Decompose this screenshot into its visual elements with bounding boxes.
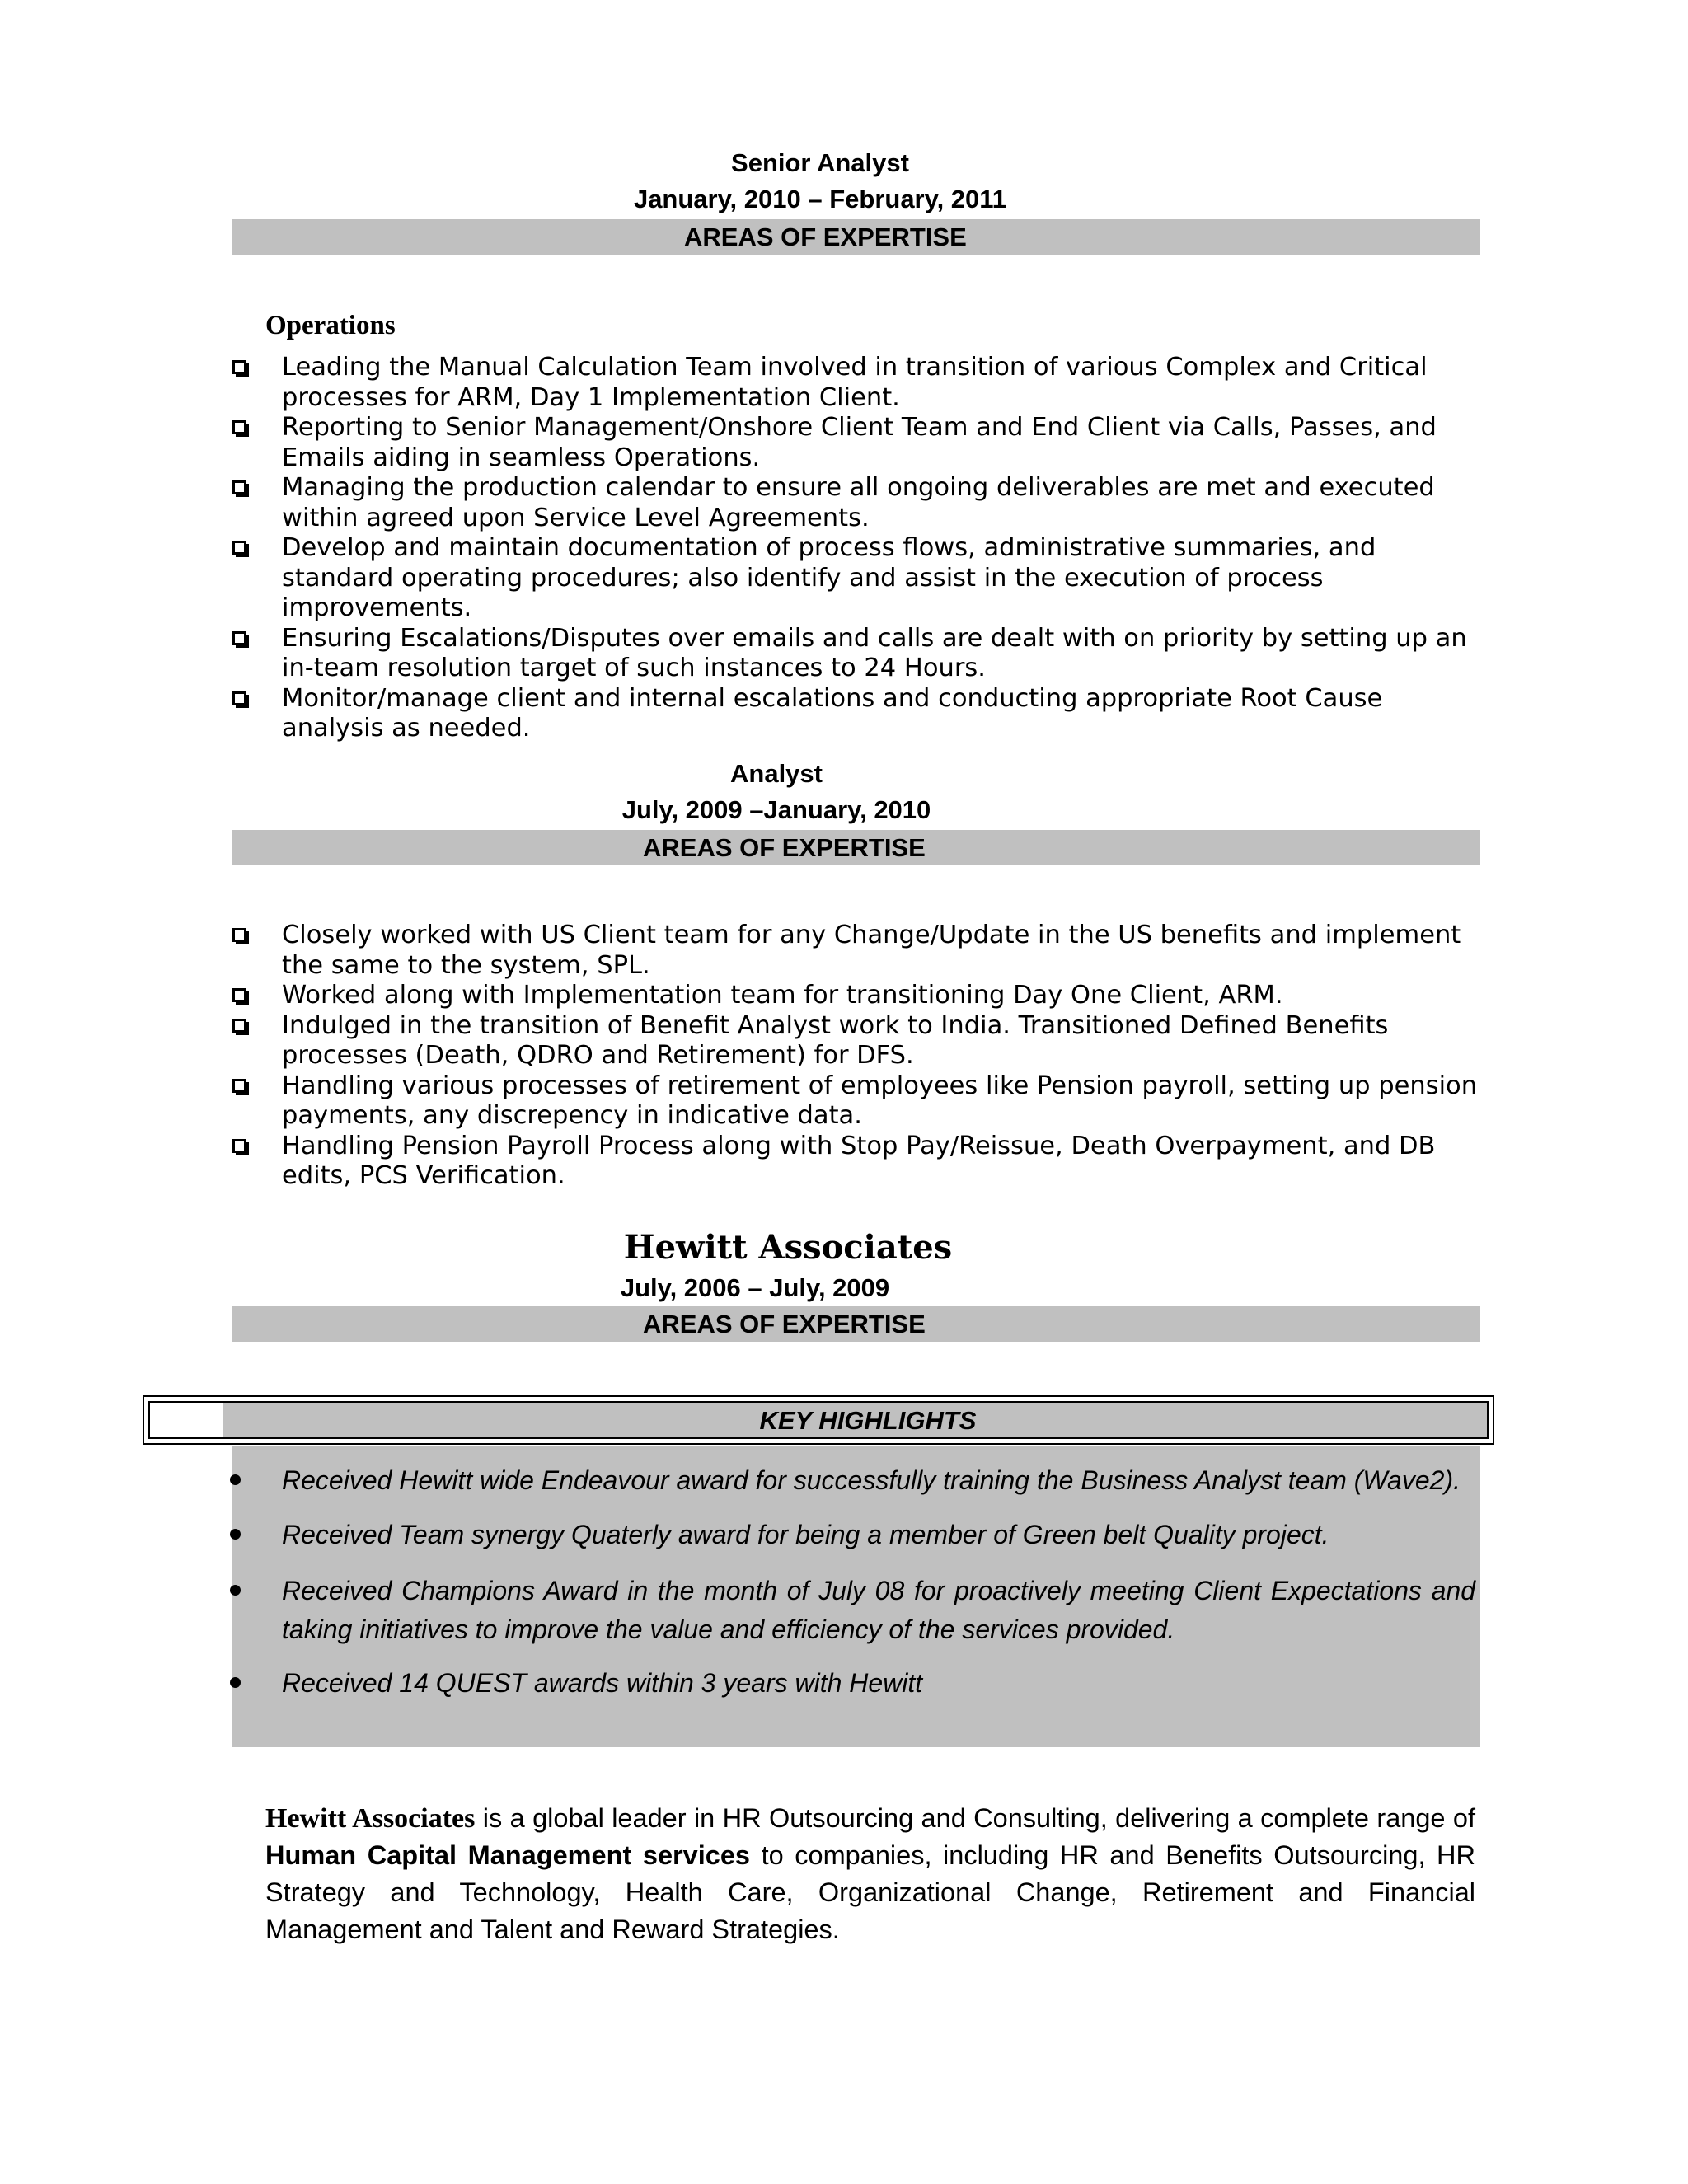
- list-item: Received Hewitt wide Endeavour award for successfully training the Business Analyst team (Wave2).: [232, 1461, 1475, 1500]
- company-description-bold: Human Capital Management services: [265, 1840, 751, 1870]
- checkbox-bullet-icon: [232, 1139, 246, 1153]
- list-item: Indulged in the transition of Benefit Analyst work to India. Transitioned Defined Benefits processes (Death, QDRO and Retirement) for DFS.: [232, 1011, 1480, 1071]
- key-highlights-header: [143, 1395, 1494, 1445]
- list-item: Managing the production calendar to ensure all ongoing deliverables are met and executed within agreed upon Service Level Agreements.: [232, 473, 1480, 533]
- checkbox-bullet-icon: [232, 1079, 246, 1093]
- checkbox-bullet-icon: [232, 691, 246, 705]
- list-item: Handling various processes of retirement of employees like Pension payroll, setting up pension payments, any discrepency in indicative data.: [232, 1071, 1480, 1132]
- band-label: AREAS OF EXPERTISE: [684, 223, 967, 251]
- key-highlights-list: [232, 1461, 1475, 1703]
- checkbox-bullet-icon: [232, 541, 246, 555]
- subheading-operations: Operations: [265, 311, 396, 340]
- list-item: Develop and maintain documentation of process flows, administrative summaries, and standard operating procedures; also identify and assist in the execution of process improvements.: [232, 533, 1480, 624]
- company-description-name: Hewitt Associates: [265, 1803, 476, 1834]
- list-item: Ensuring Escalations/Disputes over emails and calls are dealt with on priority by setting up an in-team resolution target of such instances to 24 Hours.: [232, 624, 1480, 684]
- bullet-dot-icon: [230, 1529, 241, 1540]
- senior-analyst-bullet-list: [232, 353, 1480, 744]
- bullet-dot-icon: [230, 1474, 241, 1485]
- company-dates: July, 2006 – July, 2009: [620, 1273, 890, 1302]
- analyst-bullet-list: [232, 921, 1480, 1192]
- list-item: Received Champions Award in the month of July 08 for proactively meeting Client Expectations and taking initiatives to improve the value and efficiency of the services provided.: [232, 1572, 1475, 1649]
- areas-of-expertise-band-2: [232, 830, 1480, 865]
- checkbox-bullet-icon: [232, 928, 246, 942]
- areas-of-expertise-band-1: [232, 219, 1480, 255]
- checkbox-bullet-icon: [232, 360, 246, 374]
- key-highlights-title: KEY HIGHLIGHTS: [759, 1406, 977, 1435]
- company-description: Hewitt Associates is a global leader in HR Outsourcing and Consulting, delivering a complete range of Human Capital Management services to companies, including HR and Benefits Outsourcing, HR Strategy and Technology, Health Care, Organizational Change, Retirement and Financial Management and Talent and Reward Strategies.: [265, 1803, 1475, 1944]
- bullet-dot-icon: [230, 1677, 241, 1688]
- list-item: Handling Pension Payroll Process along with Stop Pay/Reissue, Death Overpayment, and DB edits, PCS Verification.: [232, 1132, 1480, 1192]
- band-label: AREAS OF EXPERTISE: [643, 1310, 926, 1338]
- list-item: Closely worked with US Client team for any Change/Update in the US benefits and implement the same to the system, SPL.: [232, 921, 1480, 981]
- checkbox-bullet-icon: [232, 631, 246, 645]
- role-dates-senior-analyst: January, 2010 – February, 2011: [633, 185, 1007, 213]
- role-title-analyst: Analyst: [730, 759, 823, 788]
- checkbox-bullet-icon: [232, 988, 246, 1002]
- list-item: Received 14 QUEST awards within 3 years with Hewitt: [232, 1664, 1475, 1703]
- band-label: AREAS OF EXPERTISE: [643, 833, 926, 862]
- checkbox-bullet-icon: [232, 1019, 246, 1033]
- list-item: Received Team synergy Quaterly award for being a member of Green belt Quality project.: [232, 1516, 1475, 1554]
- list-item: Reporting to Senior Management/Onshore Client Team and End Client via Calls, Passes, and Emails aiding in seamless Operations.: [232, 413, 1480, 473]
- list-item: Monitor/manage client and internal escalations and conducting appropriate Root Cause analysis as needed.: [232, 684, 1480, 744]
- company-name: Hewitt Associates: [623, 1228, 953, 1267]
- list-item: Worked along with Implementation team for transitioning Day One Client, ARM.: [232, 981, 1480, 1011]
- checkbox-bullet-icon: [232, 420, 246, 434]
- role-dates-analyst: July, 2009 –January, 2010: [621, 795, 931, 824]
- checkbox-bullet-icon: [232, 480, 246, 494]
- areas-of-expertise-band-3: [232, 1306, 1480, 1342]
- list-item: Leading the Manual Calculation Team involved in transition of various Complex and Critical processes for ARM, Day 1 Implementation Client.: [232, 353, 1480, 413]
- bullet-dot-icon: [230, 1585, 241, 1596]
- role-title-senior-analyst: Senior Analyst: [731, 148, 909, 177]
